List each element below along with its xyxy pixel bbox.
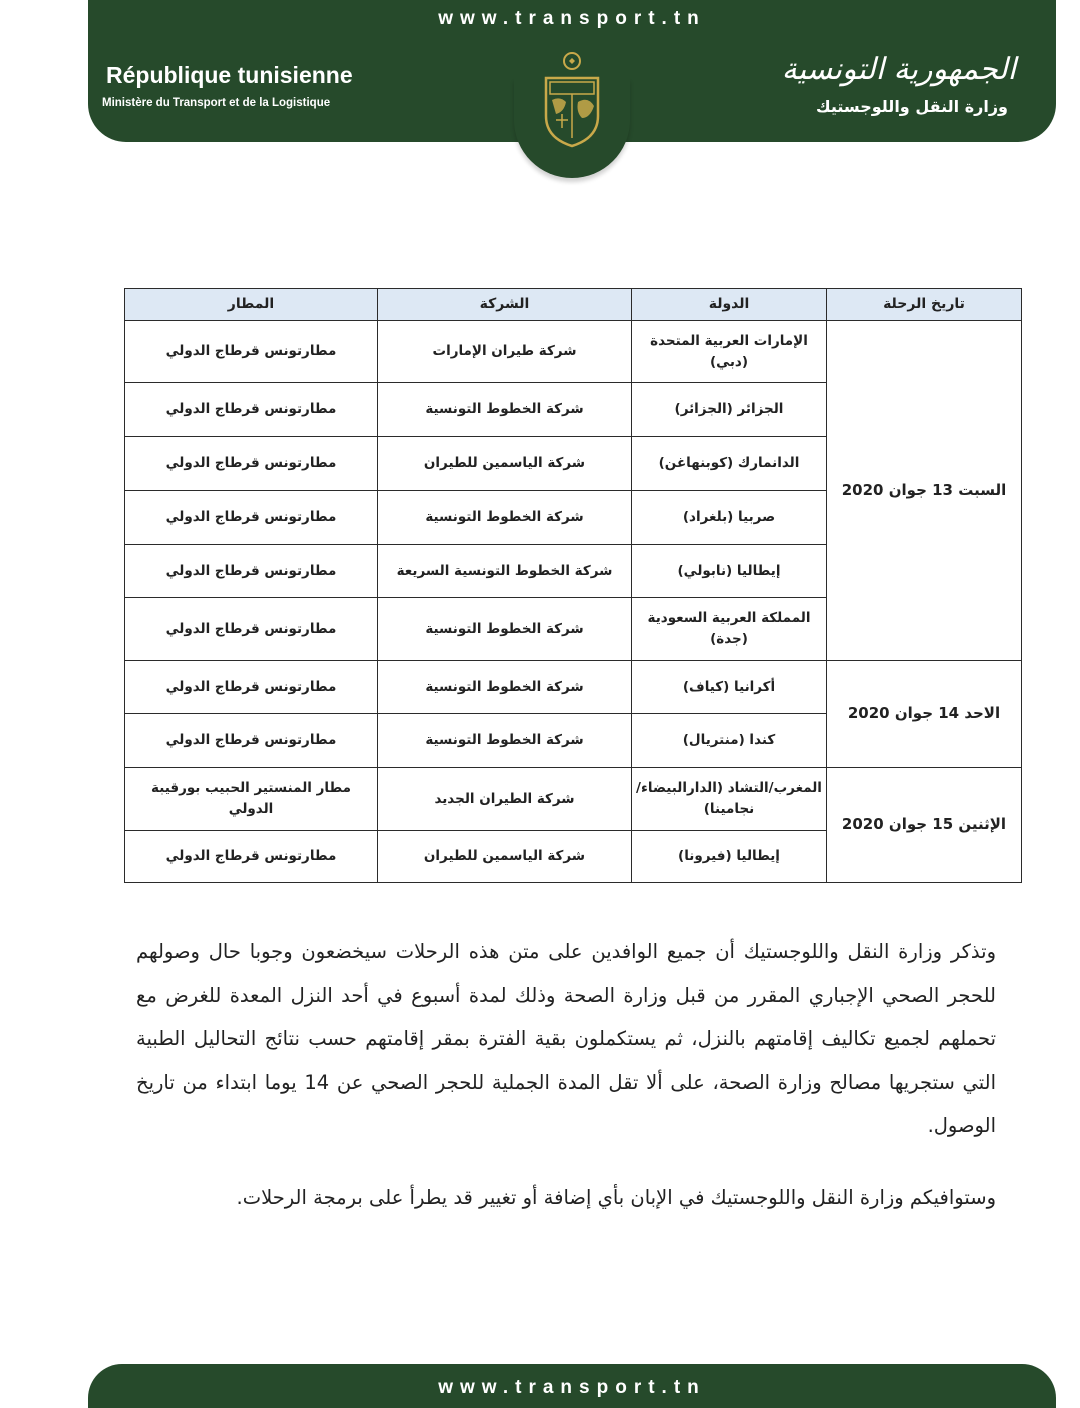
company-cell: شركة الخطوط التونسية السريعة	[378, 545, 632, 598]
airport-cell: مطارتونس قرطاج الدولي	[125, 714, 378, 768]
company-cell: شركة الخطوط التونسية	[378, 491, 632, 545]
airport-cell: مطارتونس قرطاج الدولي	[125, 831, 378, 883]
republic-name-ar: الجمهورية التونسية	[781, 52, 1016, 87]
company-cell: شركة الياسمين للطيران	[378, 437, 632, 491]
airport-cell: مطارتونس قرطاج الدولي	[125, 661, 378, 714]
airport-cell: مطارتونس قرطاج الدولي	[125, 321, 378, 383]
country-cell: الدانمارك (كوبنهاغن)	[632, 437, 827, 491]
country-cell: إيطاليا (نابولي)	[632, 545, 827, 598]
company-cell: شركة طيران الإمارات	[378, 321, 632, 383]
table-header-row	[125, 289, 1022, 321]
date-cell: الاحد 14 جوان 2020	[827, 661, 1022, 768]
quarantine-paragraph: وتذكر وزارة النقل واللوجستيك أن جميع الوافدين على متن هذه الرحلات سيخضعون وجوبا حال وصولهم للحجر الصحي الإجباري المقرر من قبل وزارة الصحة وذلك لمدة أسبوع في أحد النزل المعدة للغرض مع تحملهم لجميع تكاليف إقامتهم بالنزل، ثم يستكملون بقية الفترة بمقر إقامتهم حسب نتائج التحاليل الطبية التي ستجريها مصالح وزارة الصحة، على ألا تقل المدة الجملية للحجر الصحي عن 14 يوما ابتداء من تاريخ الوصول.	[136, 940, 996, 1137]
company-cell: شركة الخطوط التونسية	[378, 383, 632, 437]
country-cell: المغرب/التشاد (الدارالبيضاء/ نجامينا)	[632, 768, 827, 831]
country-cell: صربيا (بلغراد)	[632, 491, 827, 545]
column-header-airport: المطار	[125, 289, 378, 321]
column-header-date: تاريخ الرحلة	[827, 289, 1022, 321]
column-header-company: الشركة	[378, 289, 632, 321]
company-cell: شركة الخطوط التونسية	[378, 661, 632, 714]
table-row	[125, 661, 1022, 714]
airport-cell: مطارتونس قرطاج الدولي	[125, 491, 378, 545]
column-header-country: الدولة	[632, 289, 827, 321]
airport-cell: مطار المنستير الحبيب بورقيبة الدولي	[125, 768, 378, 831]
airport-cell: مطارتونس قرطاج الدولي	[125, 545, 378, 598]
table-row	[125, 768, 1022, 831]
airport-cell: مطارتونس قرطاج الدولي	[125, 437, 378, 491]
company-cell: شركة الخطوط التونسية	[378, 598, 632, 661]
country-cell: المملكة العربية السعودية (جدة)	[632, 598, 827, 661]
country-cell: كندا (منتريال)	[632, 714, 827, 768]
country-cell: إيطاليا (فيرونا)	[632, 831, 827, 883]
date-cell: الإثنين 15 جوان 2020	[827, 768, 1022, 883]
company-cell: شركة الطيران الجديد	[378, 768, 632, 831]
company-cell: شركة الخطوط التونسية	[378, 714, 632, 768]
republic-name-fr: République tunisienne	[106, 62, 353, 88]
footer-banner	[88, 1364, 1056, 1408]
date-cell: السبت 13 جوان 2020	[827, 321, 1022, 661]
airport-cell: مطارتونس قرطاج الدولي	[125, 598, 378, 661]
ministry-name-fr: Ministère du Transport et de la Logistique	[102, 97, 331, 109]
footer-website: www.transport.tn	[438, 1377, 706, 1398]
tunisia-coat-of-arms-icon	[532, 48, 612, 158]
table-row	[125, 321, 1022, 383]
company-cell: شركة الياسمين للطيران	[378, 831, 632, 883]
airport-cell: مطارتونس قرطاج الدولي	[125, 383, 378, 437]
updates-paragraph: وستوافيكم وزارة النقل واللوجستيك في الإبان بأي إضافة أو تغيير قد يطرأ على برمجة الرحلات.	[236, 1186, 996, 1209]
header-website: www.transport.tn	[438, 8, 706, 29]
ministry-name-ar: وزارة النقل واللوجستيك	[815, 97, 1008, 116]
country-cell: الإمارات العربية المتحدة (دبي)	[632, 321, 827, 383]
country-cell: الجزائر (الجزائر)	[632, 383, 827, 437]
country-cell: أكرانيا (كياف)	[632, 661, 827, 714]
flight-schedule-table	[124, 288, 1022, 883]
